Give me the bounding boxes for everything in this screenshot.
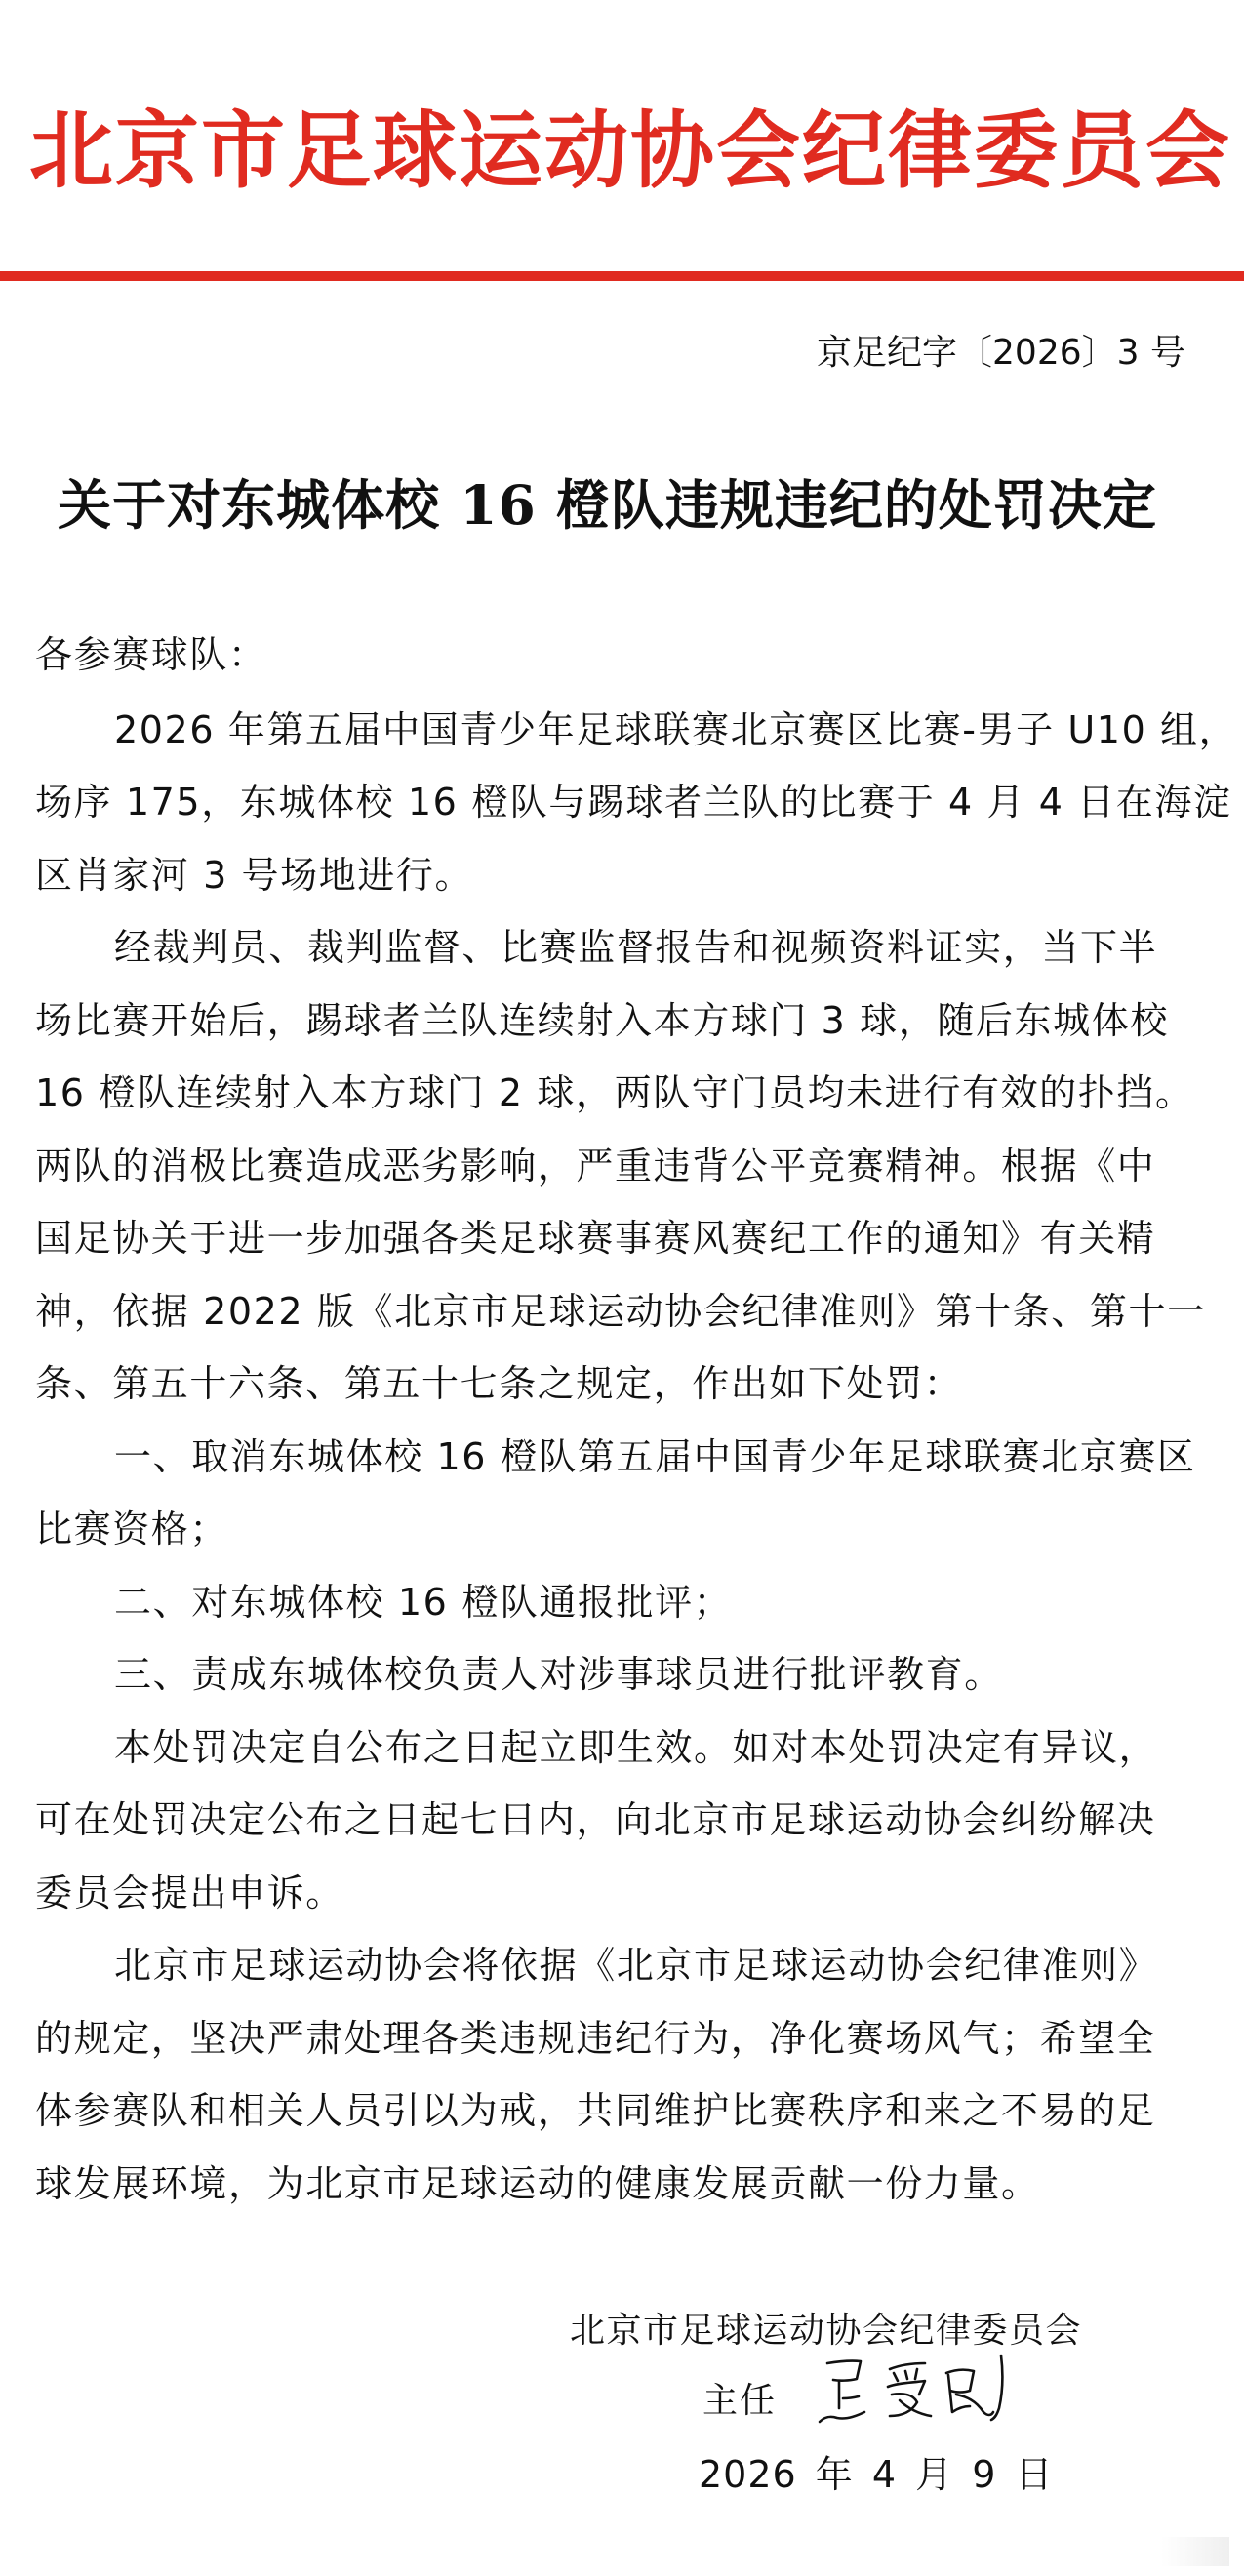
body-line: 神，依据 2022 版《北京市足球运动协会纪律准则》第十条、第十一 [35, 1290, 1206, 1333]
body-line: 委员会提出申诉。 [35, 1872, 344, 1914]
body-line: 经裁判员、裁判监督、比赛监督报告和视频资料证实，当下半 [114, 926, 1158, 969]
document-number: 京足纪字〔2026〕3 号 [817, 333, 1185, 373]
body-line: 的规定，坚决严肃处理各类违规违纪行为，净化赛场风气；希望全 [35, 2017, 1156, 2060]
penalty-item-1-cont: 比赛资格； [35, 1508, 229, 1550]
signoff-organization: 北京市足球运动协会纪律委员会 [570, 2311, 1083, 2351]
body-line: 场序 175，东城体校 16 橙队与踢球者兰队的比赛于 4 月 4 日在海淀 [35, 781, 1232, 824]
body-line: 场比赛开始后，踢球者兰队连续射入本方球门 3 球，随后东城体校 [35, 999, 1169, 1042]
body-line: 2026 年第五届中国青少年足球联赛北京赛区比赛-男子 U10 组， [114, 708, 1238, 751]
body-line: 球发展环境，为北京市足球运动的健康发展贡献一份力量。 [35, 2162, 1040, 2205]
body-line: 16 橙队连续射入本方球门 2 球，两队守门员均未进行有效的扑挡。 [35, 1071, 1194, 1114]
masthead-red-rule [0, 271, 1244, 281]
body-line: 体参赛队和相关人员引以为戒，共同维护比赛秩序和来之不易的足 [35, 2089, 1156, 2132]
signoff-date: 2026 年 4 月 9 日 [699, 2453, 1054, 2496]
penalty-item-1: 一、取消东城体校 16 橙队第五届中国青少年足球联赛北京赛区 [114, 1435, 1196, 1478]
body-line: 北京市足球运动协会将依据《北京市足球运动协会纪律准则》 [114, 1944, 1158, 1987]
document-title: 关于对东城体校 16 橙队违规违纪的处罚决定 [58, 473, 1157, 537]
signoff-position: 主任 [702, 2381, 778, 2421]
body-line: 条、第五十六条、第五十七条之规定，作出如下处罚： [35, 1362, 963, 1405]
body-line: 两队的消极比赛造成恶劣影响，严重违背公平竞赛精神。根据《中 [35, 1145, 1156, 1187]
body-line: 国足协关于进一步加强各类足球赛事赛风赛纪工作的通知》有关精 [35, 1217, 1156, 1260]
masthead-issuer: 北京市足球运动协会纪律委员会 [29, 101, 1231, 200]
body-line: 本处罚决定自公布之日起立即生效。如对本处罚决定有异议， [114, 1726, 1158, 1769]
body-line: 区肖家河 3 号场地进行。 [35, 854, 474, 897]
handwritten-signature-icon [810, 2352, 1020, 2435]
penalty-item-2: 二、对东城体校 16 橙队通报批评； [114, 1581, 733, 1624]
body-line: 可在处罚决定公布之日起七日内，向北京市足球运动协会纠纷解决 [35, 1798, 1156, 1841]
penalty-item-3: 三、责成东城体校负责人对涉事球员进行批评教育。 [114, 1653, 1003, 1696]
salutation: 各参赛球队： [35, 633, 267, 676]
scan-artifact [1161, 2537, 1229, 2566]
